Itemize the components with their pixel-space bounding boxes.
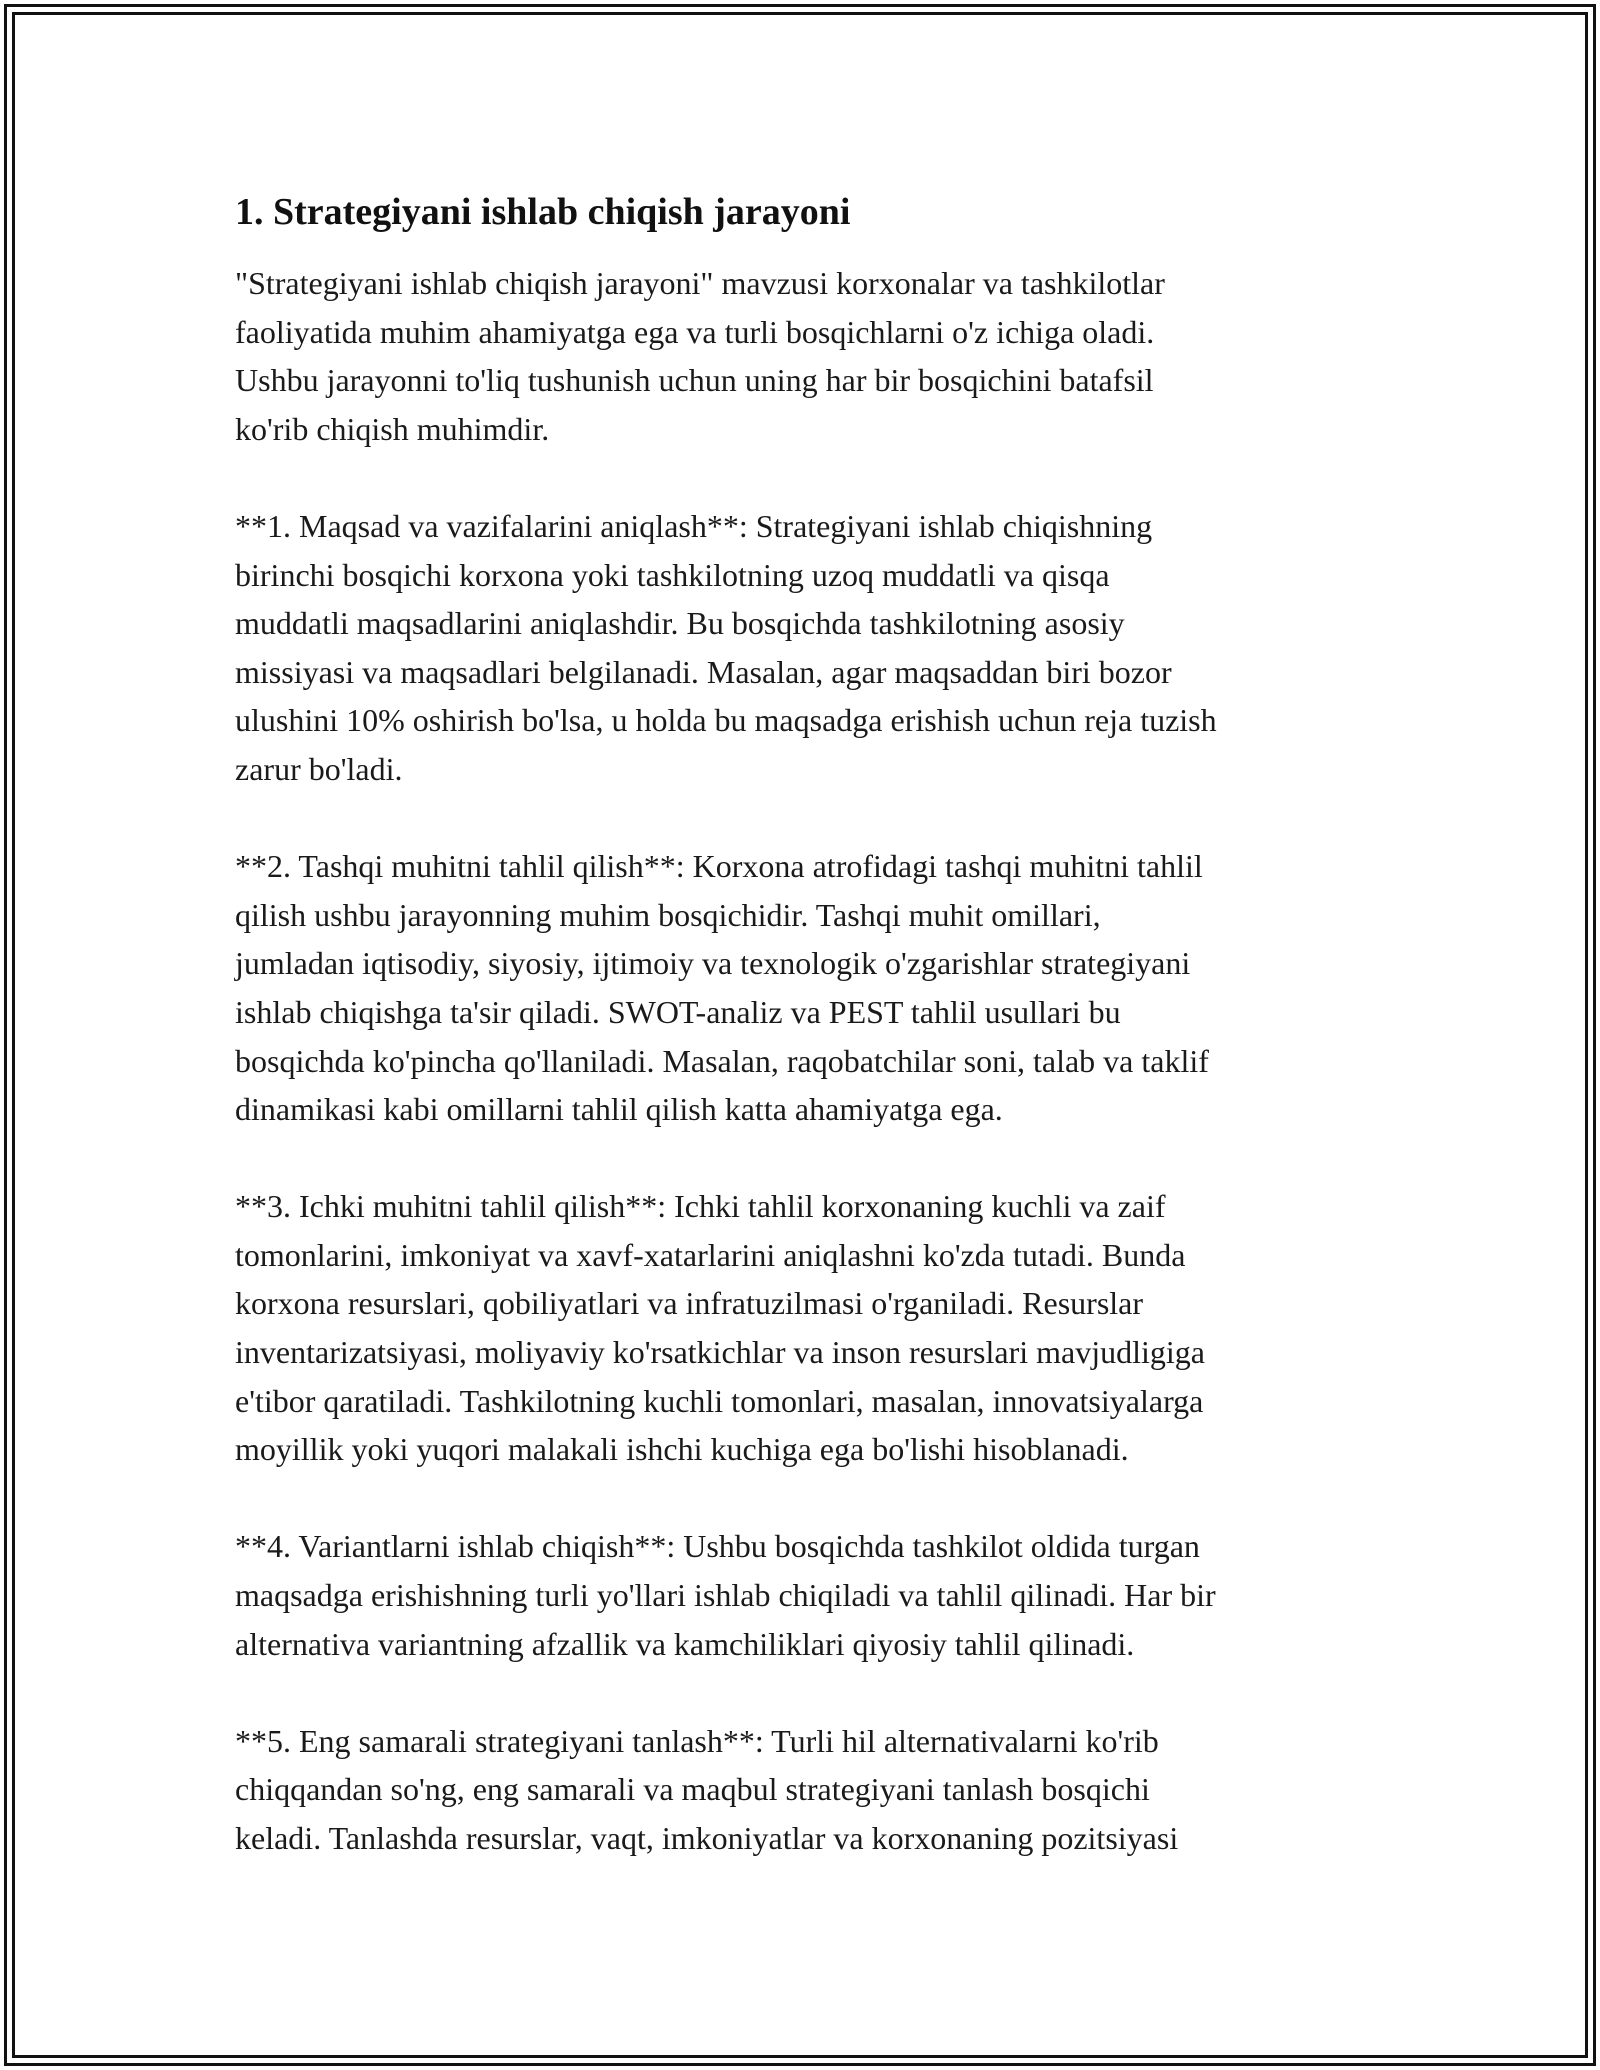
section-heading: 1. Strategiyani ishlab chiqish jarayoni	[235, 191, 851, 233]
document-body	[235, 185, 1375, 1911]
intro-paragraph: "Strategiyani ishlab chiqish jarayoni" mavzusi korxonalar va tashkilotlar faoliyatida muhim ahamiyatga ega va turli bosqichlarni o'z ichiga oladi. Ushbu jarayonni to'liq tushunish uchun uning har bir bosqichini batafsil ko'rib chiqish muhimdir.	[235, 265, 1165, 447]
step-2-paragraph: **2. Tashqi muhitni tahlil qilish**: Korxona atrofidagi tashqi muhitni tahlil qilish ushbu jarayonning muhim bosqichidir. Tashqi muhit omillari, jumladan iqtisodiy, siyosiy, ijtimoiy va texnologik o'zgarishlar strategiyani ishlab chiqishga ta'sir qiladi. SWOT-analiz va PEST tahlil usullari bu bosqichda ko'pincha qo'llaniladi. Masalan, raqobatchilar soni, talab va taklif dinamikasi kabi omillarni tahlil qilish katta ahamiyatga ega.	[235, 848, 1209, 1128]
step-1-paragraph: **1. Maqsad va vazifalarini aniqlash**: Strategiyani ishlab chiqishning birinchi bosqichi korxona yoki tashkilotning uzoq muddatli va qisqa muddatli maqsadlarini aniqlashdir. Bu bosqichda tashkilotning asosiy missiyasi va maqsadlari belgilanadi. Masalan, agar maqsaddan biri bozor ulushini 10% oshirish bo'lsa, u holda bu maqsadga erishish uchun reja tuzish zarur bo'ladi.	[235, 507, 1217, 787]
step-5-paragraph: **5. Eng samarali strategiyani tanlash**: Turli hil alternativalarni ko'rib chiqqandan so'ng, eng samarali va maqbul strategiyani tanlash bosqichi keladi. Tanlashda resurslar, vaqt, imkoniyatlar va korxonaning pozitsiyasi	[235, 1722, 1179, 1856]
step-4-paragraph: **4. Variantlarni ishlab chiqish**: Ushbu bosqichda tashkilot oldida turgan maqsadga erishishning turli yo'llari ishlab chiqiladi va tahlil qilinadi. Har bir alternativa variantning afzallik va kamchiliklari qiyosiy tahlil qilinadi.	[235, 1528, 1216, 1662]
step-3-paragraph: **3. Ichki muhitni tahlil qilish**: Ichki tahlil korxonaning kuchli va zaif tomonlarini, imkoniyat va xavf-xatarlarini aniqlashni ko'zda tutadi. Bunda korxona resurslari, qobiliyatlari va infratuzilmasi o'rganiladi. Resurslar inventarizatsiyasi, moliyaviy ko'rsatkichlar va inson resurslari mavjudligiga e'tibor qaratiladi. Tashkilotning kuchli tomonlari, masalan, innovatsiyalarga moyillik yoki yuqori malakali ishchi kuchiga ega bo'lishi hisoblanadi.	[235, 1188, 1205, 1468]
